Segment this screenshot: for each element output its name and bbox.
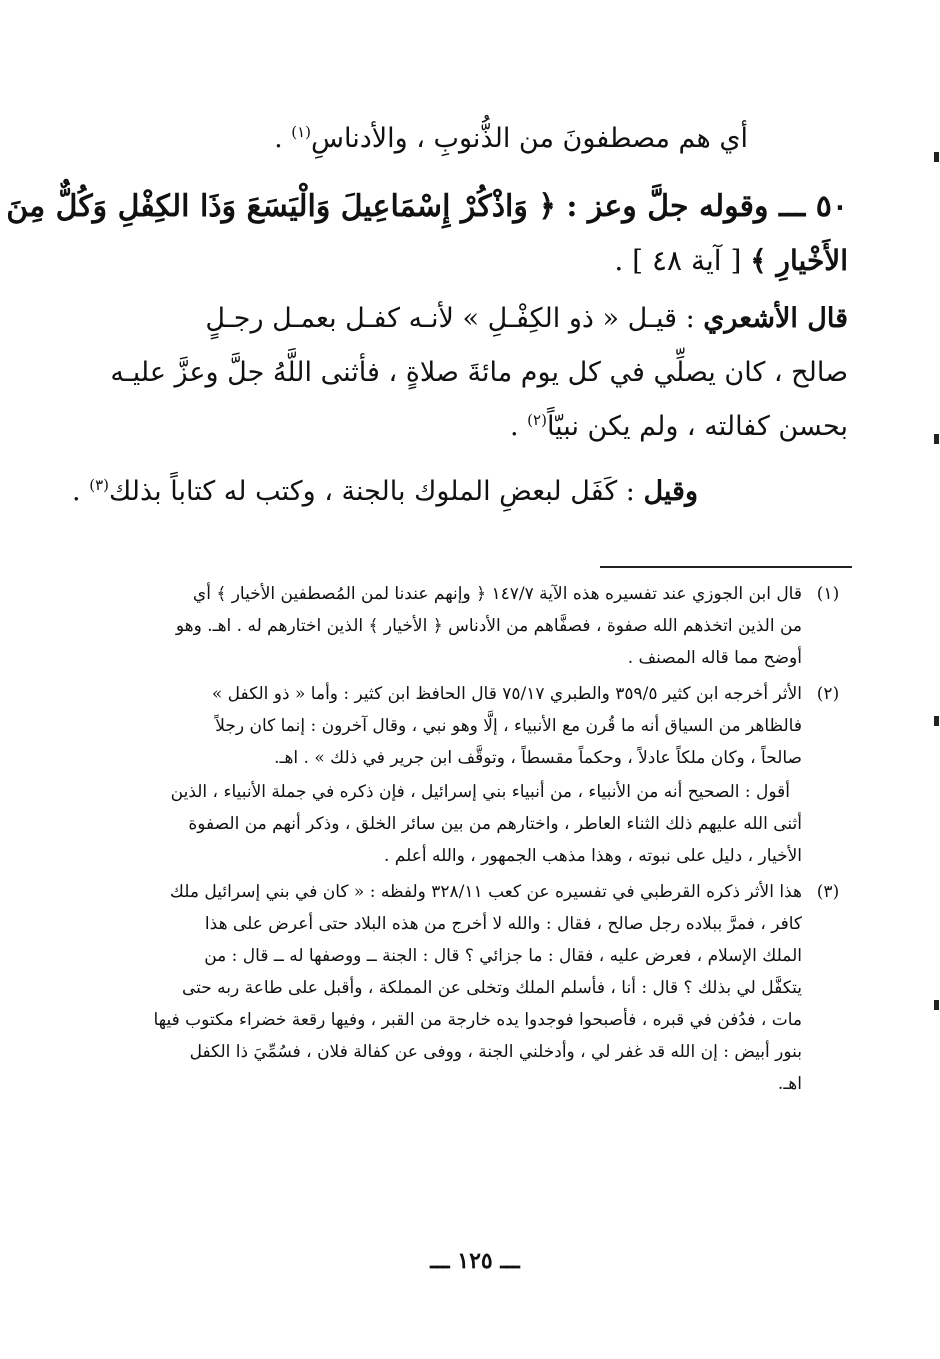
text-span: . xyxy=(274,123,292,154)
footnotes xyxy=(108,578,848,1100)
text-line xyxy=(108,400,848,454)
footnote-line: يتكفَّل لي بذلك ؟ قال : أنا ، فأسلم الملك وتخلى عن المملكة ، وأقبل على طاعة ربه حتى xyxy=(181,978,802,998)
footnote-line: الأثر أخرجه ابن كثير ٣٥٩/٥ والطبري ٧٥/١٧ قال الحافظ ابن كثير : وأما « ذو الكفل » xyxy=(211,684,802,704)
footnote-body xyxy=(108,876,802,1100)
footnote-number: (١) xyxy=(816,584,840,604)
speaker-label: وقيل xyxy=(643,476,698,507)
scan-mark xyxy=(934,1000,939,1010)
footnote-line: هذا الأثر ذكره القرطبي في تفسيره عن كعب ٣٢٨/١١ ولفظه : « كان في بني إسرائيل ملك xyxy=(169,882,802,902)
footnote-2 xyxy=(108,678,848,872)
footnote-ref: (٣) xyxy=(89,476,109,494)
footnote-line: مات ، فدُفن في قبره ، فأصبحوا فوجدوا يده خارجة من القبر ، وفيها رقعة خضراء مكتوب فيها xyxy=(153,1010,802,1030)
footnote-body xyxy=(108,578,802,674)
text-line xyxy=(108,292,848,346)
footnote-line: كافر ، فمرَّ ببلاده رجل صالح ، فقال : والله لا أخرج من هذه البلاد حتى أعرض على هذا xyxy=(204,914,802,934)
footnote-1 xyxy=(108,578,848,674)
footnote-body xyxy=(108,678,802,872)
footnote-line: بنور أبيض : إن الله قد غفر لي ، وأدخلني الجنة ، ووفى عن كفالة فلان ، فسُمِّيَ ذا الكفل xyxy=(189,1042,802,1062)
footnote-line: قال ابن الجوزي عند تفسيره هذه الآية ١٤٧/٧ ﴿ وإنهم عندنا لمن المُصطفين الأخيار ﴾ أي xyxy=(192,584,802,604)
text-span: أي هم مصطفونَ من الذُّنوبِ ، والأدناسِ xyxy=(311,123,748,154)
footnote-line: أثنى الله عليهم ذلك الثناء العاطر ، واختارهم من بين سائر الخلق ، وذكر أنهم من الصفوة xyxy=(188,814,802,834)
text-line xyxy=(108,234,848,288)
scan-mark xyxy=(934,716,939,726)
footnote-line: صالحاً ، وكان ملكاً عادلاً ، وحكماً مقسطاً ، وتوقَّف ابن جرير في ذلك » . اهـ. xyxy=(274,748,802,768)
page-number: ـــ ١٢٥ ـــ xyxy=(430,1248,520,1274)
paragraph-2 xyxy=(6,180,848,288)
footnote-separator xyxy=(600,566,852,568)
scan-mark xyxy=(934,434,939,444)
footnote-line: فالظاهر من السياق أنه ما قُرن مع الأنبياء ، إلَّا وهو نبي ، وقال آخرون : إنما كان رجلاً xyxy=(215,716,802,736)
text-line xyxy=(72,465,848,519)
speaker-label: قال الأشعري xyxy=(703,303,848,334)
footnote-line: من الذين اتخذهم الله صفوة ، فصفَّاهم من الأدناس ﴿ الأخيار ﴾ الذين اختارهم له . اهـ. وهو xyxy=(175,616,802,636)
footnote-line: اهـ. xyxy=(777,1074,802,1094)
text-line xyxy=(108,112,848,166)
text-line: ٥٠ ـــ وقوله جلَّ وعز : ﴿ وَاذْكُرْ إِسْمَاعِيلَ وَالْيَسَعَ وَذَا الكِفْلِ وَكُلٌّ مِنَ xyxy=(6,189,848,224)
paragraph-1 xyxy=(108,112,848,166)
footnote-number: (٣) xyxy=(816,882,840,902)
footnote-line: الأخيار ، دليل على نبوته ، وهذا مذهب الجمهور ، والله أعلم . xyxy=(383,846,802,866)
footnote-ref: (٢) xyxy=(527,411,547,429)
footnote-line: الملك الإسلام ، فعرض عليه ، فقال : ما جزائي ؟ قال : الجنة ــ ووصفها له ــ قال : من xyxy=(204,946,802,966)
text-span: بحسن كفالته ، ولم يكن نبيّاً xyxy=(546,411,848,442)
footnote-ref: (١) xyxy=(291,123,312,141)
footnote-line: أوضح مما قاله المصنف . xyxy=(627,648,802,668)
footnote-line: أقول : الصحيح أنه من الأنبياء ، من أنبياء بني إسرائيل ، فإن ذكره في جملة الأنبياء ، الذين xyxy=(170,782,790,802)
text-line: صالح ، كان يصلِّي في كل يوم مائةَ صلاةٍ ، فأثنى اللَّهُ جلَّ وعزَّ عليـه xyxy=(110,357,848,388)
footnote-number: (٢) xyxy=(816,684,840,704)
text-span: : كَفَل لبعضِ الملوك بالجنة ، وكتب له كتاباً بذلك xyxy=(108,476,644,507)
paragraph-3 xyxy=(108,292,848,454)
footnote-3 xyxy=(108,876,848,1100)
text-span: : قيـل « ذو الكِفْـلِ » لأنـه كفـل بعمـل رجـلٍ xyxy=(205,303,704,334)
text-span: [ آية ٤٨ ] . xyxy=(614,244,751,277)
scan-mark xyxy=(934,152,939,162)
verse-text: الأَخْيارِ ﴾ xyxy=(750,244,848,277)
text-span: . xyxy=(72,476,90,507)
paragraph-4 xyxy=(72,465,848,519)
text-span: . xyxy=(509,411,528,442)
